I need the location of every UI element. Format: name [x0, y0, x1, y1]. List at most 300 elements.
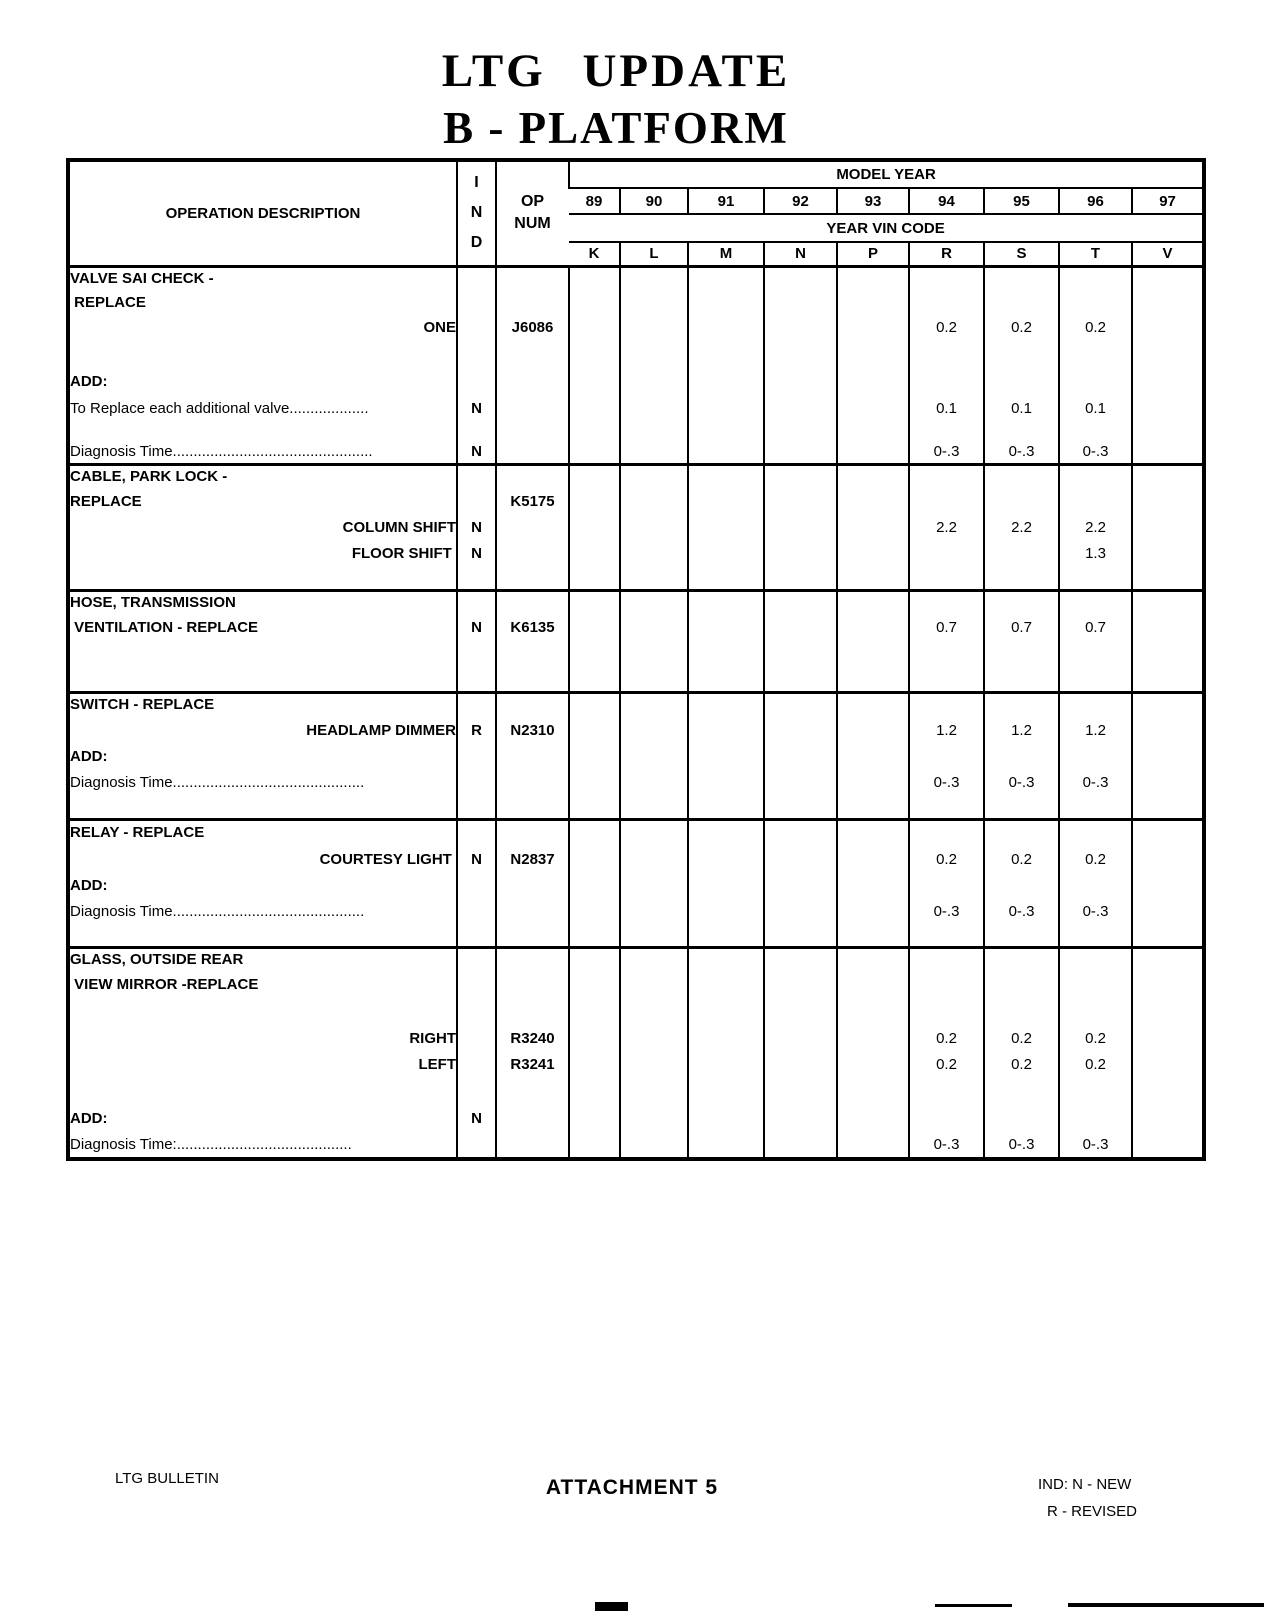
operation-description-cell: REPLACE [70, 492, 142, 510]
operation-description-cell: SWITCH - REPLACE [68, 692, 457, 716]
value-cell-95 [984, 947, 1059, 971]
ind-cell [457, 819, 496, 845]
table-row-cable-park-lock [68, 566, 1204, 590]
op-num-cell [496, 290, 569, 314]
value-cell-92 [764, 266, 837, 290]
vin-code-header-K: K [569, 242, 620, 266]
table-row-glass-outside-rear-view-mirror [68, 997, 1204, 1025]
ind-letter-n: N [470, 204, 483, 222]
value-cell-94 [909, 1105, 984, 1131]
operation-description-cell: HEADLAMP DIMMER [306, 721, 456, 739]
op-num-cell [496, 368, 569, 394]
value-cell-90 [620, 540, 688, 566]
value-cell-92 [764, 368, 837, 394]
operation-description-cell: VIEW MIRROR -REPLACE [70, 975, 259, 993]
value-cell-94: 0.1 [909, 394, 984, 422]
value-cell-89 [569, 997, 620, 1025]
value-cell-94: 0.2 [909, 845, 984, 873]
table-row-glass-outside-rear-view-mirror [68, 947, 1204, 971]
value-cell-97 [1132, 845, 1204, 873]
value-cell-91 [688, 440, 764, 464]
value-cell-92 [764, 1051, 837, 1077]
footer-legend [1038, 1471, 1137, 1525]
value-cell-92 [764, 566, 837, 590]
value-cell-90 [620, 614, 688, 640]
value-cell-89 [569, 614, 620, 640]
op-num-cell [496, 925, 569, 947]
value-cell-97 [1132, 796, 1204, 819]
ind-cell: N [457, 614, 496, 640]
value-cell-90 [620, 394, 688, 422]
value-cell-97 [1132, 566, 1204, 590]
ind-cell [457, 796, 496, 819]
value-cell-92 [764, 1105, 837, 1131]
value-cell-92 [764, 947, 837, 971]
year-vin-code-header: YEAR VIN CODE [569, 214, 1204, 242]
title-line-2: B - PLATFORM [443, 103, 789, 153]
value-cell-96 [1059, 464, 1132, 488]
table-row-relay-replace [68, 897, 1204, 925]
vin-code-header-N: N [764, 242, 837, 266]
value-cell-95 [984, 266, 1059, 290]
value-cell-91 [688, 873, 764, 897]
value-cell-95 [984, 422, 1059, 440]
value-cell-89 [569, 716, 620, 744]
ind-cell [457, 266, 496, 290]
op-num-cell [496, 796, 569, 819]
table-row-cable-park-lock [68, 488, 1204, 514]
op-num-cell [496, 540, 569, 566]
table-row-relay-replace [68, 845, 1204, 873]
operation-description-cell [68, 422, 457, 440]
value-cell-89 [569, 819, 620, 845]
value-cell-89 [569, 947, 620, 971]
ind-cell: R [457, 716, 496, 744]
op-num-cell: N2837 [496, 845, 569, 873]
year-header-97: 97 [1132, 188, 1204, 214]
op-header-line1: OP [520, 193, 545, 211]
year-header-90: 90 [620, 188, 688, 214]
vin-code-header-V: V [1132, 242, 1204, 266]
ind-cell [457, 464, 496, 488]
ind-cell [457, 1077, 496, 1105]
value-cell-89 [569, 394, 620, 422]
operation-description-cell [68, 796, 457, 819]
op-num-cell [496, 590, 569, 614]
value-cell-97 [1132, 947, 1204, 971]
value-cell-89 [569, 590, 620, 614]
operation-description-cell [68, 925, 457, 947]
value-cell-93 [837, 796, 909, 819]
operation-description-cell: ADD: [70, 1109, 108, 1127]
op-num-cell [496, 422, 569, 440]
value-cell-90 [620, 1131, 688, 1159]
value-cell-97 [1132, 640, 1204, 692]
value-cell-95 [984, 971, 1059, 997]
value-cell-91 [688, 997, 764, 1025]
value-cell-96 [1059, 971, 1132, 997]
value-cell-90 [620, 925, 688, 947]
value-cell-91 [688, 845, 764, 873]
operation-description-cell: RIGHT [409, 1029, 456, 1047]
value-cell-94 [909, 590, 984, 614]
value-cell-90 [620, 422, 688, 440]
table-row-cable-park-lock [68, 514, 1204, 540]
legend-new: IND: N - NEW [1038, 1476, 1132, 1493]
value-cell-92 [764, 897, 837, 925]
value-cell-96: 0.1 [1059, 394, 1132, 422]
value-cell-97 [1132, 340, 1204, 368]
value-cell-97 [1132, 1077, 1204, 1105]
value-cell-97 [1132, 590, 1204, 614]
value-cell-90 [620, 845, 688, 873]
footer-attachment-label: ATTACHMENT 5 [545, 1476, 719, 1499]
value-cell-93 [837, 488, 909, 514]
value-cell-89 [569, 566, 620, 590]
value-cell-93 [837, 897, 909, 925]
operation-description-cell: LEFT [418, 1055, 456, 1073]
value-cell-91 [688, 897, 764, 925]
value-cell-92 [764, 925, 837, 947]
op-num-cell [496, 464, 569, 488]
value-cell-96 [1059, 368, 1132, 394]
ind-letter-d: D [470, 234, 483, 252]
value-cell-90 [620, 997, 688, 1025]
table-row-valve-sai-check [68, 440, 1204, 464]
value-cell-94 [909, 744, 984, 768]
ind-cell [457, 566, 496, 590]
ind-cell [457, 1025, 496, 1051]
value-cell-94 [909, 925, 984, 947]
value-cell-94: 0-.3 [909, 440, 984, 464]
value-cell-96 [1059, 947, 1132, 971]
value-cell-96 [1059, 873, 1132, 897]
value-cell-97 [1132, 314, 1204, 340]
ind-cell [457, 873, 496, 897]
scan-artifact [935, 1604, 1012, 1607]
value-cell-97 [1132, 1105, 1204, 1131]
value-cell-91 [688, 340, 764, 368]
value-cell-91 [688, 925, 764, 947]
year-header-91: 91 [688, 188, 764, 214]
value-cell-91 [688, 464, 764, 488]
value-cell-92 [764, 488, 837, 514]
value-cell-91 [688, 1105, 764, 1131]
operation-description-cell [68, 1077, 457, 1105]
table-row-switch-replace [68, 692, 1204, 716]
value-cell-91 [688, 796, 764, 819]
value-cell-95 [984, 744, 1059, 768]
value-cell-94: 1.2 [909, 716, 984, 744]
value-cell-94: 0.2 [909, 1025, 984, 1051]
operation-description-cell: VENTILATION - REPLACE [70, 618, 259, 636]
value-cell-94: 0.2 [909, 314, 984, 340]
value-cell-96: 0.2 [1059, 1025, 1132, 1051]
value-cell-95 [984, 340, 1059, 368]
value-cell-96 [1059, 692, 1132, 716]
value-cell-94 [909, 971, 984, 997]
operation-description-cell: GLASS, OUTSIDE REAR [68, 947, 457, 971]
op-num-cell [496, 1131, 569, 1159]
value-cell-97 [1132, 716, 1204, 744]
value-cell-95: 0.2 [984, 1025, 1059, 1051]
operation-description-cell: HOSE, TRANSMISSION [68, 590, 457, 614]
value-cell-92 [764, 768, 837, 796]
value-cell-89 [569, 796, 620, 819]
operation-description-cell: FLOOR SHIFT [351, 544, 456, 562]
value-cell-93 [837, 845, 909, 873]
year-header-94: 94 [909, 188, 984, 214]
header-row-model-year [68, 160, 1204, 188]
value-cell-92 [764, 1131, 837, 1159]
operation-description-header: OPERATION DESCRIPTION [68, 160, 457, 266]
value-cell-94 [909, 422, 984, 440]
op-num-cell [496, 692, 569, 716]
value-cell-94: 0.7 [909, 614, 984, 640]
value-cell-91 [688, 692, 764, 716]
value-cell-95 [984, 566, 1059, 590]
ind-cell [457, 488, 496, 514]
value-cell-97 [1132, 394, 1204, 422]
value-cell-89 [569, 1025, 620, 1051]
value-cell-90 [620, 440, 688, 464]
value-cell-90 [620, 266, 688, 290]
value-cell-89 [569, 971, 620, 997]
title-line-1: LTG UPDATE [441, 45, 791, 97]
value-cell-90 [620, 819, 688, 845]
value-cell-91 [688, 1077, 764, 1105]
value-cell-91 [688, 614, 764, 640]
value-cell-94 [909, 488, 984, 514]
value-cell-93 [837, 692, 909, 716]
value-cell-97 [1132, 514, 1204, 540]
op-num-cell [496, 394, 569, 422]
value-cell-92 [764, 640, 837, 692]
value-cell-94 [909, 368, 984, 394]
value-cell-90 [620, 340, 688, 368]
value-cell-90 [620, 971, 688, 997]
operation-description-cell: ADD: [70, 747, 108, 765]
value-cell-91 [688, 488, 764, 514]
value-cell-91 [688, 947, 764, 971]
value-cell-89 [569, 1077, 620, 1105]
scan-artifact [595, 1602, 628, 1611]
value-cell-93 [837, 614, 909, 640]
value-cell-90 [620, 566, 688, 590]
operation-description-cell: COURTESY LIGHT [319, 850, 456, 868]
table-row-relay-replace [68, 925, 1204, 947]
value-cell-90 [620, 1077, 688, 1105]
value-cell-97 [1132, 819, 1204, 845]
table-row-valve-sai-check [68, 368, 1204, 394]
op-num-cell [496, 514, 569, 540]
op-header-line2: NUM [514, 215, 551, 233]
vin-code-header-S: S [984, 242, 1059, 266]
value-cell-94: 0-.3 [909, 1131, 984, 1159]
op-num-header [496, 160, 569, 266]
value-cell-91 [688, 314, 764, 340]
value-cell-93 [837, 997, 909, 1025]
operation-description-cell [68, 566, 457, 590]
value-cell-97 [1132, 768, 1204, 796]
value-cell-97 [1132, 997, 1204, 1025]
value-cell-92 [764, 394, 837, 422]
value-cell-89 [569, 340, 620, 368]
vin-code-header-L: L [620, 242, 688, 266]
value-cell-95 [984, 997, 1059, 1025]
value-cell-97 [1132, 925, 1204, 947]
table-row-valve-sai-check [68, 266, 1204, 290]
value-cell-95 [984, 368, 1059, 394]
value-cell-96: 1.2 [1059, 716, 1132, 744]
value-cell-96 [1059, 566, 1132, 590]
value-cell-95 [984, 819, 1059, 845]
op-num-cell [496, 744, 569, 768]
operation-description-cell: Diagnosis Time.............................................. [70, 773, 365, 791]
value-cell-96 [1059, 266, 1132, 290]
operation-description-cell [68, 640, 457, 692]
value-cell-91 [688, 394, 764, 422]
value-cell-90 [620, 744, 688, 768]
value-cell-93 [837, 290, 909, 314]
value-cell-89 [569, 744, 620, 768]
ind-cell: N [457, 394, 496, 422]
value-cell-92 [764, 796, 837, 819]
value-cell-97 [1132, 1051, 1204, 1077]
year-header-93: 93 [837, 188, 909, 214]
operation-description-cell: ONE [423, 318, 456, 336]
value-cell-92 [764, 514, 837, 540]
value-cell-94: 2.2 [909, 514, 984, 540]
ind-cell [457, 897, 496, 925]
value-cell-96 [1059, 340, 1132, 368]
value-cell-97 [1132, 692, 1204, 716]
value-cell-96 [1059, 925, 1132, 947]
ind-cell [457, 925, 496, 947]
value-cell-93 [837, 640, 909, 692]
value-cell-91 [688, 422, 764, 440]
table-row-hose-transmission-ventilation [68, 640, 1204, 692]
value-cell-89 [569, 1131, 620, 1159]
value-cell-96: 0.2 [1059, 314, 1132, 340]
value-cell-91 [688, 971, 764, 997]
value-cell-92 [764, 590, 837, 614]
value-cell-89 [569, 640, 620, 692]
value-cell-90 [620, 947, 688, 971]
value-cell-91 [688, 566, 764, 590]
ind-cell [457, 340, 496, 368]
value-cell-94 [909, 1077, 984, 1105]
value-cell-95: 0.2 [984, 1051, 1059, 1077]
table-row-valve-sai-check [68, 340, 1204, 368]
value-cell-97 [1132, 614, 1204, 640]
value-cell-95 [984, 464, 1059, 488]
value-cell-95 [984, 640, 1059, 692]
value-cell-95 [984, 540, 1059, 566]
ind-cell [457, 1051, 496, 1077]
table-row-glass-outside-rear-view-mirror [68, 1025, 1204, 1051]
value-cell-90 [620, 692, 688, 716]
value-cell-95 [984, 590, 1059, 614]
value-cell-90 [620, 590, 688, 614]
op-num-cell [496, 640, 569, 692]
op-num-cell [496, 947, 569, 971]
ind-cell [457, 1131, 496, 1159]
value-cell-95: 0-.3 [984, 768, 1059, 796]
value-cell-89 [569, 314, 620, 340]
op-num-cell [496, 997, 569, 1025]
op-num-cell [496, 819, 569, 845]
value-cell-95 [984, 692, 1059, 716]
operation-description-cell: To Replace each additional valve................... [70, 399, 369, 417]
vin-code-header-T: T [1059, 242, 1132, 266]
op-num-cell [496, 768, 569, 796]
footer-bulletin-label: LTG BULLETIN [115, 1470, 219, 1487]
value-cell-97 [1132, 971, 1204, 997]
ind-cell: N [457, 1105, 496, 1131]
operation-description-cell: CABLE, PARK LOCK - [68, 464, 457, 488]
value-cell-93 [837, 971, 909, 997]
table-row-switch-replace [68, 796, 1204, 819]
value-cell-93 [837, 514, 909, 540]
table-row-glass-outside-rear-view-mirror [68, 1051, 1204, 1077]
value-cell-93 [837, 314, 909, 340]
value-cell-93 [837, 1025, 909, 1051]
value-cell-92 [764, 1025, 837, 1051]
value-cell-96: 0-.3 [1059, 768, 1132, 796]
value-cell-95: 0.2 [984, 845, 1059, 873]
value-cell-95: 0-.3 [984, 440, 1059, 464]
op-num-cell [496, 873, 569, 897]
ind-cell [457, 947, 496, 971]
value-cell-97 [1132, 422, 1204, 440]
value-cell-93 [837, 266, 909, 290]
value-cell-94 [909, 997, 984, 1025]
value-cell-96 [1059, 819, 1132, 845]
table-row-valve-sai-check [68, 290, 1204, 314]
value-cell-89 [569, 266, 620, 290]
ind-cell [457, 422, 496, 440]
ind-cell [457, 692, 496, 716]
operation-description-cell: Diagnosis Time:.......................................... [70, 1135, 352, 1153]
value-cell-93 [837, 873, 909, 897]
value-cell-96: 1.3 [1059, 540, 1132, 566]
table-row-glass-outside-rear-view-mirror [68, 971, 1204, 997]
value-cell-89 [569, 1105, 620, 1131]
table-row-switch-replace [68, 716, 1204, 744]
value-cell-91 [688, 1051, 764, 1077]
vin-code-header-R: R [909, 242, 984, 266]
operation-description-cell: ADD: [70, 372, 108, 390]
value-cell-94: 0.2 [909, 1051, 984, 1077]
value-cell-97 [1132, 897, 1204, 925]
value-cell-90 [620, 768, 688, 796]
value-cell-96: 0.2 [1059, 1051, 1132, 1077]
value-cell-93 [837, 819, 909, 845]
value-cell-95 [984, 796, 1059, 819]
op-num-cell: K5175 [496, 488, 569, 514]
year-header-96: 96 [1059, 188, 1132, 214]
value-cell-92 [764, 314, 837, 340]
ind-cell: N [457, 514, 496, 540]
value-cell-89 [569, 464, 620, 488]
ind-cell [457, 368, 496, 394]
table-row-cable-park-lock [68, 540, 1204, 566]
value-cell-95 [984, 488, 1059, 514]
value-cell-96 [1059, 744, 1132, 768]
legend-revised: R - REVISED [1047, 1503, 1138, 1520]
op-num-cell [496, 266, 569, 290]
